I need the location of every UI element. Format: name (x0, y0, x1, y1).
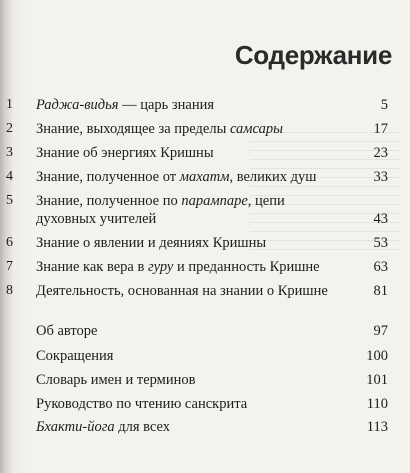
title-italic-part: парампаре (181, 193, 248, 209)
title-continuation: духовных учителей (36, 211, 157, 227)
entry-title (36, 192, 336, 228)
title-part: , великих душ (229, 169, 317, 185)
title-part: Об авторе (36, 323, 98, 339)
title-part: Словарь имен и терминов (36, 372, 196, 388)
title-part: Знание об энергиях Кришны (36, 145, 214, 161)
title-part: для всех (114, 419, 171, 435)
title-part: — царь знания (118, 97, 215, 113)
title-part: Знание, выходящее за пределы (36, 121, 230, 137)
page-number: 17 (373, 121, 388, 137)
page-number: 63 (373, 259, 388, 275)
title-italic-part: гуру (147, 259, 174, 275)
title-italic-part: махатм (179, 169, 230, 185)
page-number: 81 (373, 283, 388, 299)
title-part: Знание как вера в (36, 259, 148, 275)
entry-title (36, 347, 336, 365)
page-number: 43 (373, 211, 388, 227)
title-italic-part: Бхакти-йога (36, 419, 115, 435)
chapter-number: 4 (6, 169, 13, 184)
chapter-number: 3 (6, 145, 13, 160)
page-number: 23 (373, 145, 388, 161)
entry-title (36, 168, 336, 186)
page-number: 110 (366, 396, 388, 412)
chapter-number: 1 (6, 97, 13, 112)
title-italic-part: самсары (229, 121, 283, 137)
entry-title (36, 96, 336, 114)
entry-title (36, 282, 336, 300)
entry-title (36, 371, 336, 389)
title-italic-part: Раджа-видья (36, 97, 119, 113)
entry-title (36, 395, 336, 413)
title-part: , цепи (247, 193, 285, 209)
entry-title (36, 144, 336, 162)
entry-title (36, 418, 336, 436)
entry-title (36, 120, 336, 138)
title-part: Знание, полученное от (36, 169, 180, 185)
page-number: 100 (366, 348, 388, 364)
page-number: 53 (373, 235, 388, 251)
page-number: 33 (373, 169, 388, 185)
page-title: Содержание (234, 40, 392, 70)
page-number: 5 (380, 97, 388, 113)
chapter-number: 2 (6, 121, 13, 136)
title-part: Сокращения (36, 348, 114, 364)
title-part: Знание, полученное по (36, 193, 182, 209)
entry-title (36, 234, 336, 252)
chapter-number: 7 (6, 259, 13, 274)
chapter-number: 5 (6, 193, 13, 208)
title-part: Знание о явлении и деяниях Кришны (36, 235, 267, 251)
entry-title (36, 322, 336, 340)
title-part: и преданность Кришне (173, 259, 320, 275)
chapter-number: 8 (6, 283, 13, 298)
title-part: Руководство по чтению санскрита (36, 396, 248, 412)
entry-title (36, 258, 336, 276)
chapter-number: 6 (6, 235, 13, 250)
page-number: 113 (366, 419, 388, 435)
page-number: 101 (366, 372, 388, 388)
page-number: 97 (373, 323, 388, 339)
title-part: Деятельность, основанная на знании о Кришне (36, 283, 328, 299)
